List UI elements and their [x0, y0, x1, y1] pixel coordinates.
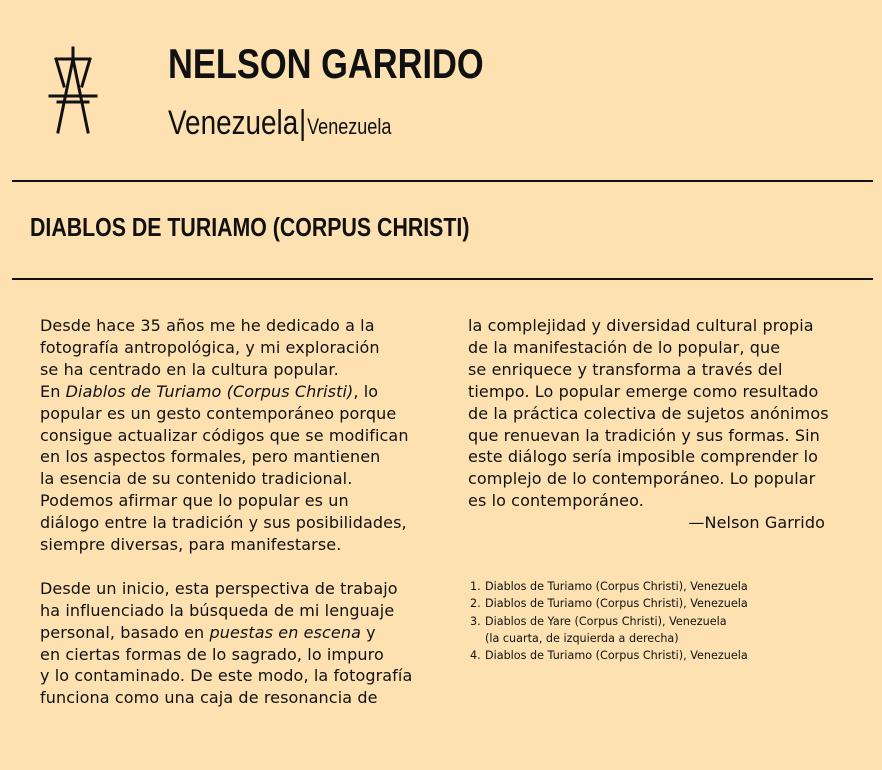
- body-line: que renuevan la tradición y sus formas. Sin: [468, 425, 820, 445]
- body-line: fotografía antropológica, y mi exploración: [40, 337, 380, 357]
- caption-list: [470, 578, 850, 664]
- body-line: en ciertas formas de lo sagrado, lo impuro: [40, 644, 384, 664]
- caption-number: 1.: [470, 580, 481, 593]
- caption-item: [470, 578, 850, 595]
- caption-item: [470, 595, 850, 612]
- caption-number: 4.: [470, 649, 481, 663]
- body-line: personal, basado en puestas en escena y: [40, 622, 376, 642]
- signature: —Nelson Garrido: [688, 513, 825, 533]
- body-line: Desde un inicio, esta perspectiva de trabajo: [40, 578, 398, 598]
- body-line: y lo contaminado. De este modo, la fotografía: [40, 666, 413, 686]
- body-line: En Diablos de Turiamo (Corpus Christi), lo: [40, 381, 379, 401]
- artist-name: NELSON GARRIDO: [168, 40, 484, 87]
- body-column-right: [468, 315, 838, 534]
- body-line: ha influenciado la búsqueda de mi lenguaje: [40, 600, 395, 620]
- title-divider: [12, 278, 873, 280]
- body-line: es lo contemporáneo.: [468, 491, 644, 511]
- body-line: de la práctica colectiva de sujetos anónimos: [468, 403, 829, 423]
- body-line: se enriquece y transforma a través del: [468, 359, 783, 379]
- caption-item: [470, 630, 850, 647]
- caption-text: Diablos de Yare (Corpus Christi), Venezuela: [485, 614, 727, 628]
- caption-item: [470, 613, 850, 630]
- caption-text: Diablos de Turiamo (Corpus Christi), Venezuela: [485, 580, 748, 593]
- country-label: Venezuela: [168, 104, 299, 142]
- body-line: popular es un gesto contemporáneo porque: [40, 403, 397, 423]
- body-line: Podemos afirmar que lo popular es un: [40, 491, 349, 511]
- country-sublabel: Venezuela: [307, 114, 392, 139]
- body-line: en los aspectos formales, pero mantienen: [40, 447, 381, 467]
- body-line: tiempo. Lo popular emerge como resultado: [468, 381, 819, 401]
- caption-text: Diablos de Turiamo (Corpus Christi), Venezuela: [485, 597, 748, 611]
- caption-text: (la cuarta, de izquierda a derecha): [485, 631, 679, 645]
- caption-text: Diablos de Turiamo (Corpus Christi), Venezuela: [485, 649, 748, 663]
- body-column-left: [40, 315, 420, 709]
- caption-number: 2.: [470, 597, 481, 611]
- body-line: consigue actualizar códigos que se modifican: [40, 425, 409, 445]
- caption-item: [470, 647, 850, 664]
- artist-country: [168, 104, 391, 143]
- body-line: Desde hace 35 años me he dedicado a la: [40, 316, 375, 335]
- country-separator: |: [299, 104, 307, 142]
- caption-number: 3.: [470, 614, 481, 628]
- body-line: la esencia de su contenido tradicional.: [40, 469, 353, 489]
- body-line: se ha centrado en la cultura popular.: [40, 359, 339, 379]
- body-line: diálogo entre la tradición y sus posibilidades,: [40, 513, 407, 533]
- body-line: de la manifestación de lo popular, que: [468, 337, 781, 357]
- body-line: la complejidad y diversidad cultural propia: [468, 316, 814, 335]
- easel-logo-icon: [46, 46, 100, 136]
- body-line: [40, 556, 420, 578]
- body-line: este diálogo sería imposible comprender lo: [468, 447, 819, 467]
- work-title: DIABLOS DE TURIAMO (CORPUS CHRISTI): [30, 212, 470, 242]
- body-line: complejo de lo contemporáneo. Lo popular: [468, 469, 816, 489]
- top-divider: [12, 180, 873, 182]
- body-line: funciona como una caja de resonancia de: [40, 688, 378, 708]
- caption-number: [470, 630, 485, 647]
- body-line: siempre diversas, para manifestarse.: [40, 535, 342, 555]
